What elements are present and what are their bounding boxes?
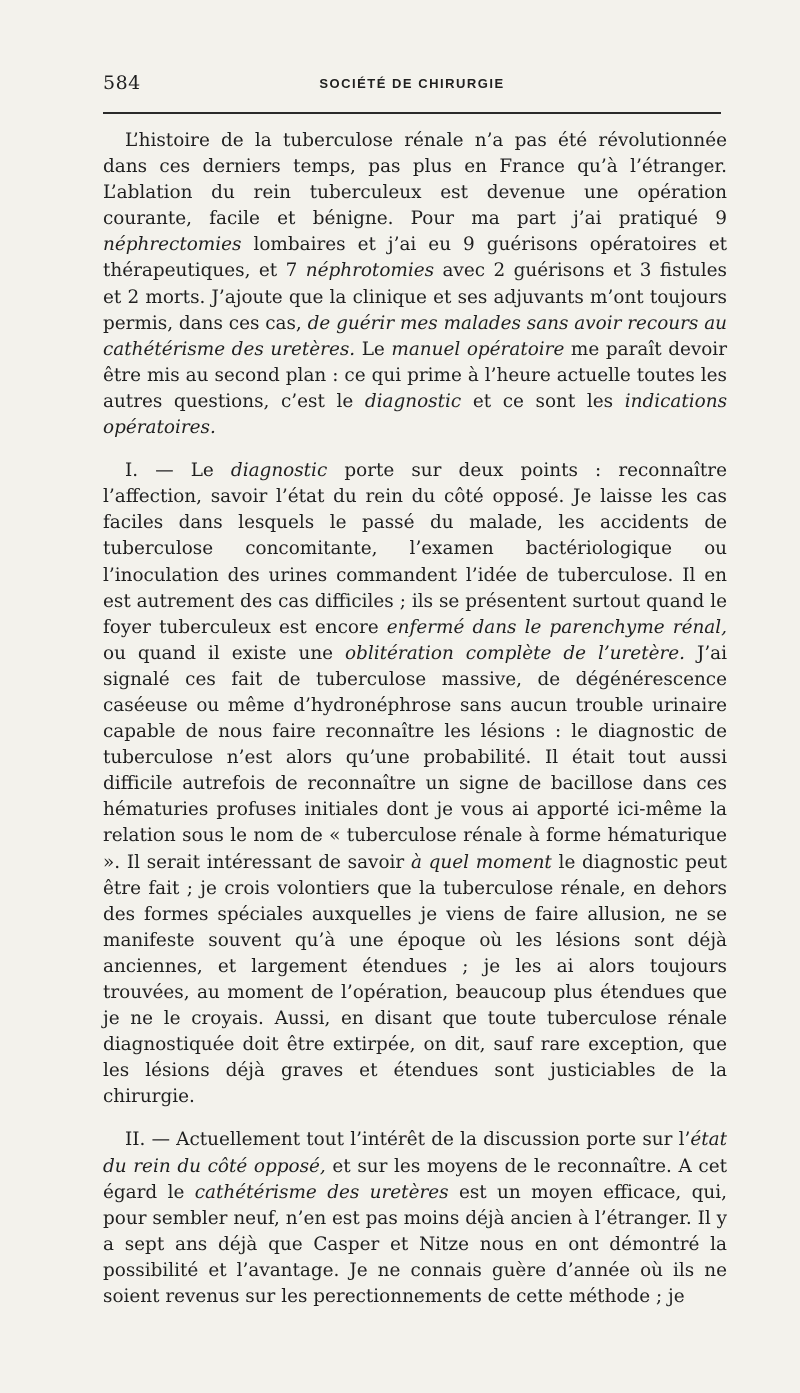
italic-run: manuel opératoire [391, 338, 565, 360]
text-run: et sur les moyens de le reconnaître. A cet égard le [103, 1155, 727, 1203]
header-rule [103, 112, 721, 114]
text-run: et ce sont les [461, 390, 625, 412]
body-text [103, 128, 727, 1310]
paragraph-section-i-diagnostic [103, 458, 727, 1110]
italic-run: de guérir mes malades sans avoir recours au cathétérisme des uretères. [103, 312, 728, 360]
text-run: lombaires et j’ai eu 9 guérisons opératoires et thérapeutiques, et 7 [103, 234, 727, 282]
text-run: Le [355, 338, 392, 360]
italic-run: indications opératoires. [103, 390, 728, 439]
text-run: ou quand il existe une [103, 642, 346, 664]
text-run: le diagnostic peut être fait ; je crois volontiers que la tuberculose rénale, en dehors des formes spéciales auxquelles je viens de faire allusion, ne se manifeste souvent qu’à une époque où les lésions sont déjà anciennes, et largement étendues ; je les ai alors toujours trouvées, au moment de l’opération, beaucoup plus étendues que je ne le croyais. Aussi, en disant que toute tuberculose rénale diagnostiquée doit être extirpée, on dit, sauf rare exception, que les lésions déjà graves et étendues sont justiciables de la chirurgie. [103, 851, 727, 1108]
italic-run: diagnostic [364, 390, 462, 412]
text-run: I. — Le [125, 460, 231, 482]
text-run: me paraît devoir être mis au second plan : ce qui prime à l’heure actuelle toutes les autres questions, c’est le [103, 338, 727, 412]
text-run: J’ai signalé ces fait de tuberculose massive, de dégénérescence caséeuse ou même d’hydronéphrose sans aucun trouble urinaire capable de nous faire reconnaître les lésions : le diagnostic de tuberculose n’est alors qu’une probabilité. Il était tout aussi difficile autrefois de reconnaître un signe de bacillose dans ces hématuries profuses initiales dont je vous ai apporté ici-même la relation sous le nom de « tuberculose rénale à forme hématurique ». Il serait intéressant de savoir [103, 642, 728, 873]
text-run: est un moyen efficace, qui, pour sembler neuf, n’en est pas moins déjà ancien à l’étranger. Il y a sept ans déjà que Casper et Nitze nous en ont démontré la possibilité et l’avantage. Je ne connais guère d’année où ils ne soient revenus sur les perectionnements de cette méthode ; je [103, 1181, 727, 1308]
italic-run: oblitération complète de l’uretère. [345, 642, 685, 664]
italic-run: néphrectomies [103, 234, 242, 256]
paragraph-intro [103, 128, 727, 441]
text-run: II. — Actuellement tout l’intérêt de la discussion porte sur l’ [125, 1129, 691, 1151]
italic-run: à quel moment [410, 851, 552, 873]
text-run: avec 2 guérisons et 3 fistules et 2 morts. J’ajoute que la clinique et ses adjuvants m’ont toujours permis, dans ces cas, [103, 260, 727, 334]
text-run: L’histoire de la tuberculose rénale n’a pas été révolutionnée dans ces derniers temps, pas plus en France qu’à l’étranger. L’ablation du rein tuberculeux est devenue une opération courante, facile et bénigne. Pour ma part j’ai pratiqué 9 [103, 130, 727, 230]
italic-run: diagnostic [230, 460, 328, 482]
running-title: SOCIÉTÉ DE CHIRURGIE [319, 76, 505, 91]
italic-run: cathétérisme des uretères [194, 1181, 449, 1203]
italic-run: enfermé dans le parenchyme rénal, [386, 616, 727, 638]
page-number: 584 [103, 72, 141, 94]
text-run: porte sur deux points : reconnaître l’affection, savoir l’état du rein du côté opposé. Je laisse les cas faciles dans lesquels le passé du malade, les accidents de tuberculose concomitante, l’examen bactériologique ou l’inoculation des urines commandent l’idée de tuberculose. Il en est autrement des cas difficiles ; ils se présentent surtout quand le foyer tuberculeux est encore [103, 460, 727, 638]
paragraph-section-ii-opposite-kidney [103, 1127, 727, 1310]
italic-run: néphrotomies [305, 260, 435, 282]
italic-run: état du rein du côté opposé, [103, 1129, 727, 1177]
page-header [103, 70, 721, 96]
